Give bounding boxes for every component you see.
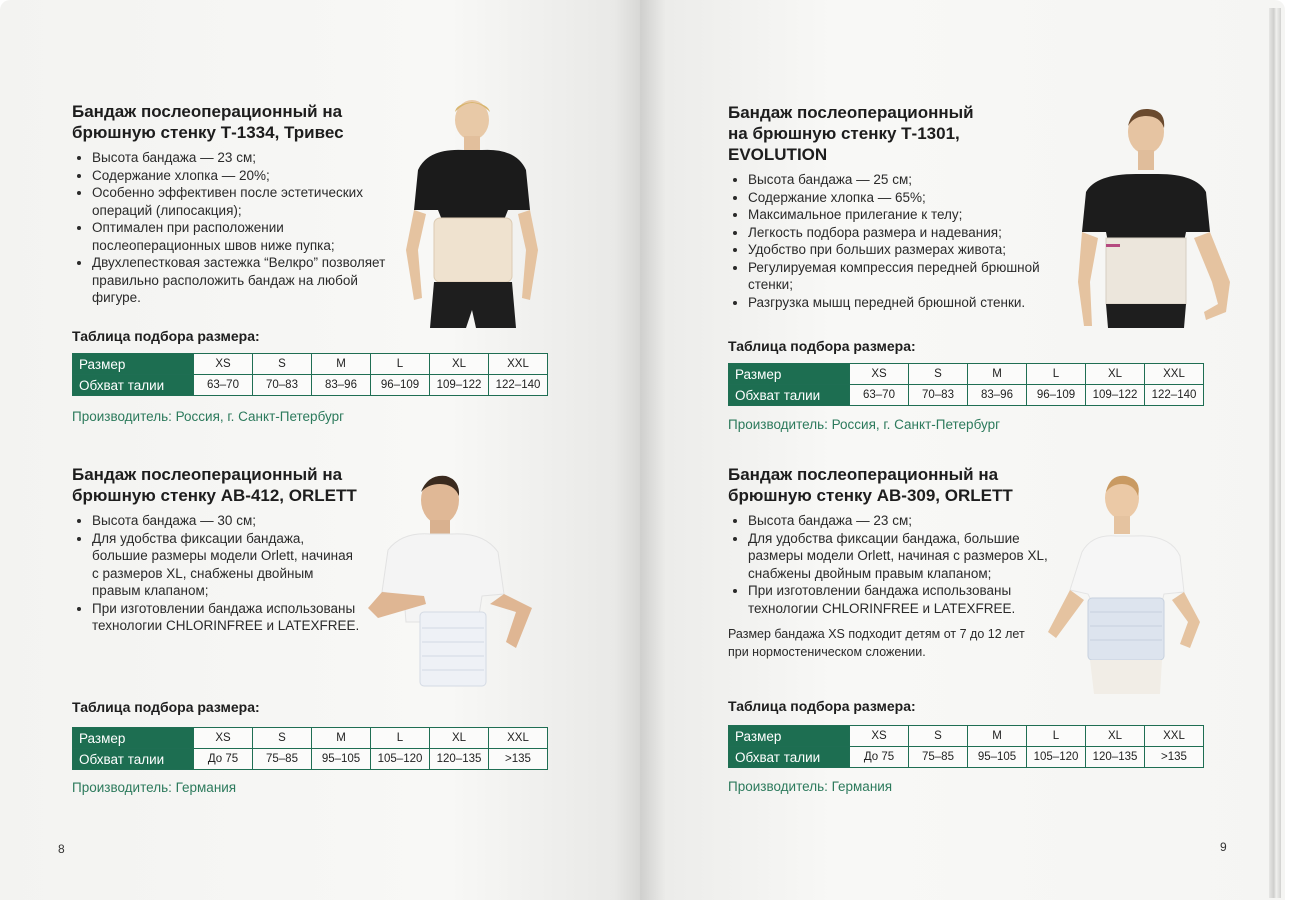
page-number: 8 <box>58 842 65 856</box>
size-table <box>72 353 548 396</box>
feature-item: • При изготовлении бандажа использованы технологии CHLORINFREE и LATEXFREE. <box>92 600 362 635</box>
feature-item: • Для удобства фиксации бандажа, большие размеры модели Orlett, начиная с размеров XL, снабжены двойным правым клапаном; <box>92 530 362 600</box>
size-cell: M <box>312 728 371 749</box>
page-number: 9 <box>1220 840 1227 854</box>
feature-item: • Двухлепестковая застежка “Велкро” позволяет правильно расположить бандаж на любой фигуре. <box>92 254 402 307</box>
size-cell: M <box>968 364 1027 385</box>
waist-cell: 122–140 <box>1145 385 1204 406</box>
size-row <box>729 364 1204 385</box>
waist-cell: 75–85 <box>253 749 312 770</box>
feature-item: • Содержание хлопка — 20%; <box>92 167 402 185</box>
row-header: Обхват талии <box>73 749 194 770</box>
waist-row <box>729 385 1204 406</box>
size-table-heading: Таблица подбора размера: <box>728 338 916 354</box>
row-header: Обхват талии <box>73 375 194 396</box>
waist-cell: 122–140 <box>489 375 548 396</box>
product-photo-woman <box>404 100 542 330</box>
waist-cell: 120–135 <box>1086 747 1145 768</box>
size-row <box>73 728 548 749</box>
manufacturer: Производитель: Россия, г. Санкт-Петербург <box>72 409 345 424</box>
manufacturer: Производитель: Россия, г. Санкт-Петербург <box>728 417 1001 432</box>
feature-item: • Содержание хлопка — 65%; <box>748 189 1048 207</box>
waist-cell: 95–105 <box>968 747 1027 768</box>
waist-cell: 109–122 <box>430 375 489 396</box>
size-cell: XL <box>1086 726 1145 747</box>
left-page <box>0 0 640 900</box>
title-line: Бандаж послеоперационный на <box>728 465 999 484</box>
manufacturer: Производитель: Германия <box>72 780 237 795</box>
size-cell: L <box>371 354 430 375</box>
waist-cell: 70–83 <box>253 375 312 396</box>
size-cell: M <box>968 726 1027 747</box>
right-page <box>640 0 1285 900</box>
size-table-heading: Таблица подбора размера: <box>728 698 916 714</box>
row-header: Размер <box>73 728 194 749</box>
size-table <box>72 727 548 770</box>
size-cell: L <box>1027 726 1086 747</box>
feature-item: • Особенно эффективен после эстетических операций (липосакция); <box>92 184 402 219</box>
waist-cell: 83–96 <box>968 385 1027 406</box>
size-cell: XS <box>194 354 253 375</box>
title-line: брюшную стенку Т-1334, Тривес <box>72 123 344 142</box>
title-line: Бандаж послеоперационный <box>728 103 974 122</box>
waist-cell: 63–70 <box>850 385 909 406</box>
size-cell: M <box>312 354 371 375</box>
title-line: Бандаж послеоперационный на <box>72 465 343 484</box>
size-cell: XXL <box>1145 364 1204 385</box>
waist-row <box>73 375 548 396</box>
title-line: Бандаж послеоперационный на <box>72 102 343 121</box>
waist-cell: 105–120 <box>1027 747 1086 768</box>
feature-item: • Регулируемая компрессия передней брюшной стенки; <box>748 259 1048 294</box>
size-cell: XL <box>430 728 489 749</box>
product-photo-woman-2 <box>1076 106 1236 330</box>
feature-item: • Оптимален при расположении послеоперационных швов ниже пупка; <box>92 219 402 254</box>
manufacturer: Производитель: Германия <box>728 779 893 794</box>
size-cell: XXL <box>489 354 548 375</box>
waist-cell: 83–96 <box>312 375 371 396</box>
waist-cell: До 75 <box>194 749 253 770</box>
size-cell: XXL <box>1145 726 1204 747</box>
product-title <box>728 102 1058 165</box>
feature-list <box>728 171 1048 311</box>
waist-row <box>73 749 548 770</box>
size-table-heading: Таблица подбора размера: <box>72 328 260 344</box>
waist-cell: 96–109 <box>1027 385 1086 406</box>
row-header: Обхват талии <box>729 747 850 768</box>
feature-item: • Для удобства фиксации бандажа, большие размеры модели Orlett, начиная с размеров XL, снабжены двойным правым клапаном; <box>748 530 1048 583</box>
waist-cell: 120–135 <box>430 749 489 770</box>
feature-item: • Максимальное прилегание к телу; <box>748 206 1048 224</box>
size-cell: S <box>909 364 968 385</box>
size-row <box>73 354 548 375</box>
waist-row <box>729 747 1204 768</box>
size-table <box>728 725 1204 768</box>
product-title <box>72 101 402 143</box>
product-photo-woman-3 <box>1044 472 1214 696</box>
feature-list <box>728 512 1048 617</box>
size-cell: S <box>253 728 312 749</box>
product-ab412 <box>72 464 362 635</box>
waist-cell: >135 <box>1145 747 1204 768</box>
product-title <box>728 464 1058 506</box>
feature-item: • Высота бандажа — 23 см; <box>92 149 402 167</box>
title-line: EVOLUTION <box>728 145 828 164</box>
feature-item: • Высота бандажа — 25 см; <box>748 171 1048 189</box>
waist-cell: 63–70 <box>194 375 253 396</box>
waist-cell: 75–85 <box>909 747 968 768</box>
row-header: Обхват талии <box>729 385 850 406</box>
feature-list <box>72 149 402 307</box>
waist-cell: 109–122 <box>1086 385 1145 406</box>
feature-item: • Высота бандажа — 30 см; <box>92 512 362 530</box>
waist-cell: 70–83 <box>909 385 968 406</box>
title-line: брюшную стенку АВ-309, ORLETT <box>728 486 1013 505</box>
feature-list <box>72 512 362 635</box>
feature-item: • Удобство при больших размерах живота; <box>748 241 1048 259</box>
waist-cell: 95–105 <box>312 749 371 770</box>
page-edge <box>1269 8 1281 898</box>
size-cell: XXL <box>489 728 548 749</box>
size-cell: L <box>371 728 430 749</box>
waist-cell: 105–120 <box>371 749 430 770</box>
title-line: брюшную стенку АВ-412, ORLETT <box>72 486 357 505</box>
note-line: Размер бандажа XS подходит детям от 7 до 12 лет <box>728 627 1025 641</box>
waist-cell: 96–109 <box>371 375 430 396</box>
size-cell: XL <box>1086 364 1145 385</box>
product-t1301 <box>728 102 1058 311</box>
waist-cell: До 75 <box>850 747 909 768</box>
product-t1334 <box>72 101 402 307</box>
size-row <box>729 726 1204 747</box>
row-header: Размер <box>73 354 194 375</box>
row-header: Размер <box>729 364 850 385</box>
size-cell: XS <box>850 726 909 747</box>
size-table-heading: Таблица подбора размера: <box>72 699 260 715</box>
feature-item: • Легкость подбора размера и надевания; <box>748 224 1048 242</box>
feature-item: • Высота бандажа — 23 см; <box>748 512 1048 530</box>
product-ab309 <box>728 464 1058 661</box>
feature-item: • При изготовлении бандажа использованы технологии CHLORINFREE и LATEXFREE. <box>748 582 1048 617</box>
row-header: Размер <box>729 726 850 747</box>
feature-item: • Разгрузка мышц передней брюшной стенки. <box>748 294 1048 312</box>
size-cell: XL <box>430 354 489 375</box>
size-note <box>728 625 1058 661</box>
size-cell: L <box>1027 364 1086 385</box>
product-photo-man <box>366 472 538 694</box>
product-title <box>72 464 362 506</box>
waist-cell: >135 <box>489 749 548 770</box>
title-line: на брюшную стенку Т-1301, <box>728 124 960 143</box>
size-cell: XS <box>194 728 253 749</box>
size-cell: S <box>909 726 968 747</box>
size-cell: XS <box>850 364 909 385</box>
size-table <box>728 363 1204 406</box>
size-cell: S <box>253 354 312 375</box>
note-line: при нормостеническом сложении. <box>728 645 926 659</box>
